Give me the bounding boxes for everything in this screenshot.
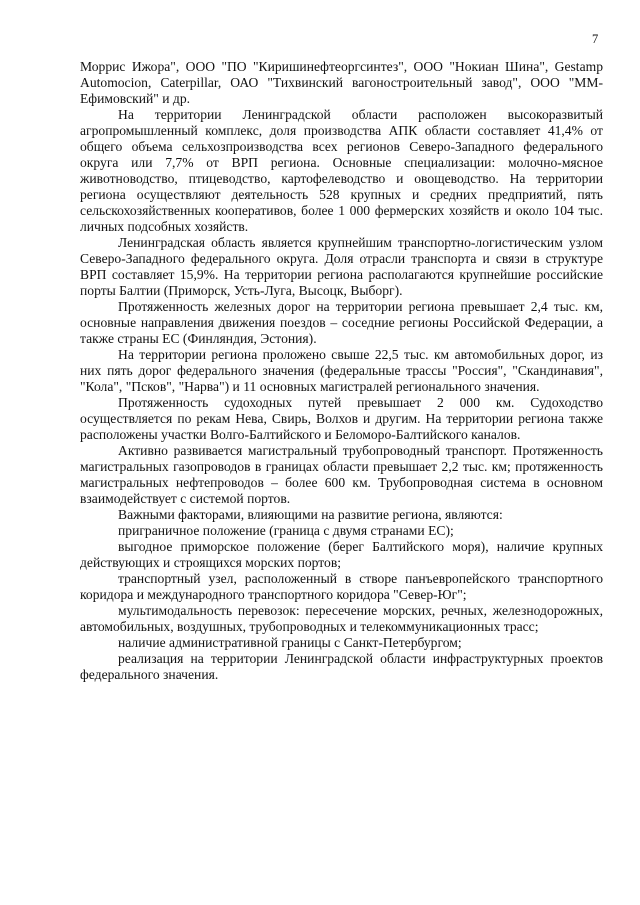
document-body bbox=[80, 59, 603, 683]
page-number: 7 bbox=[592, 32, 599, 46]
paragraph-roads: На территории региона проложено свыше 22,5 тыс. км автомобильных дорог, из них пять дорог федерального значения (федеральные трассы "Россия", "Скандинавия", "Кола", "Псков", "Нарва") и 11 основных магистралей регионального значения. bbox=[80, 347, 603, 394]
paragraph-transport-hub: Ленинградская область является крупнейшим транспортно-логистическим узлом Северо-Западного федерального округа. Доля отрасли транспорта и связи в структуре ВРП составляет 15,9%. На территории региона располагаются крупнейшие российские порты Балтии (Приморск, Усть-Луга, Высоцк, Выборг). bbox=[80, 235, 603, 298]
paragraph-enterprises-continued: Моррис Ижора", ООО "ПО "Киришинефтеоргсинтез", ООО "Нокиан Шина", Gestamp Automocion, Caterpillar, ОАО "Тихвинский вагоностроительный завод", ООО "ММ-Ефимовский" и др. bbox=[80, 59, 603, 106]
paragraph-waterways: Протяженность судоходных путей превышает 2 000 км. Судоходство осуществляется по рекам Нева, Свирь, Волхов и другим. На территории региона также расположены участки Волго-Балтийского и Беломоро-Балтийского каналов. bbox=[80, 395, 603, 442]
paragraph-factors-intro: Важными факторами, влияющими на развитие региона, являются: bbox=[118, 507, 503, 522]
list-item-st-petersburg-border: наличие административной границы с Санкт-Петербургом; bbox=[118, 635, 462, 650]
paragraph-pipelines: Активно развивается магистральный трубопроводный транспорт. Протяженность магистральных газопроводов в границах области превышает 2,2 тыс. км; протяженность магистральных нефтепроводов – более 600 км. Трубопроводная система в основном взаимодействует с системой портов. bbox=[80, 443, 603, 506]
list-item-transport-corridor: транспортный узел, расположенный в створе панъевропейского транспортного коридора и международного транспортного коридора "Север-Юг"; bbox=[80, 571, 603, 602]
list-item-border-position: приграничное положение (граница с двумя странами ЕС); bbox=[118, 523, 454, 538]
list-item-federal-projects: реализация на территории Ленинградской области инфраструктурных проектов федерального значения. bbox=[80, 651, 603, 682]
paragraph-agro-industrial-complex: На территории Ленинградской области расположен высокоразвитый агропромышленный комплекс, доля производства АПК области составляет 41,4% от общего объема сельхозпроизводства всех регионов Северо-Западного федерального округа или 7,7% от ВРП региона. Основные специализации: молочно-мясное животноводство, птицеводство, картофелеводство и овощеводство. На территории региона осуществляют деятельность 528 крупных и средних предприятий, пять сельскохозяйственных кооперативов, более 1 000 фермерских хозяйств и около 104 тыс. личных подсобных хозяйств. bbox=[80, 107, 603, 234]
list-item-multimodality: мультимодальность перевозок: пересечение морских, речных, железнодорожных, автомобильных, воздушных, трубопроводных и телекоммуникационных трасс; bbox=[80, 603, 603, 634]
paragraph-railways: Протяженность железных дорог на территории региона превышает 2,4 тыс. км, основные направления движения поездов – соседние регионы Российской Федерации, а также страны ЕС (Финляндия, Эстония). bbox=[80, 299, 603, 346]
list-item-seaside-position: выгодное приморское положение (берег Балтийского моря), наличие крупных действующих и строящихся морских портов; bbox=[80, 539, 603, 570]
